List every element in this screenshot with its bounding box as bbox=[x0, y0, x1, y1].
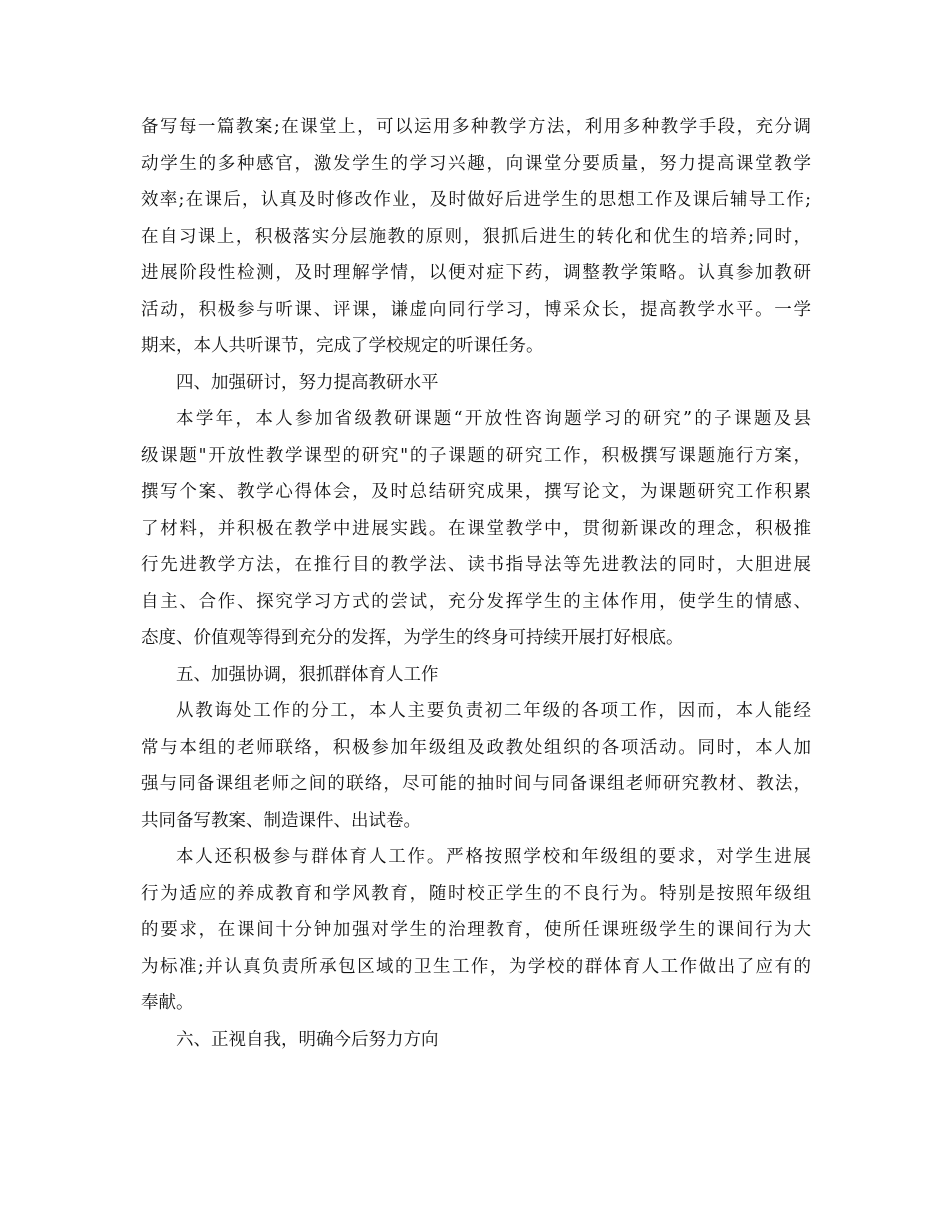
text-line: 在自习课上，积极落实分层施教的原则，狠抓后进生的转化和优生的培养;同时， bbox=[141, 226, 811, 247]
paragraph-research bbox=[141, 401, 811, 657]
paragraph-coordination bbox=[141, 693, 811, 839]
heading-text: 六、正视自我，明确今后努力方向 bbox=[176, 1029, 439, 1050]
text-line: 期来，本人共听课节，完成了学校规定的听课任务。 bbox=[141, 336, 544, 356]
text-line: 常与本组的老师联络，积极参加年级组及政教处组织的各项活动。同时，本人加 bbox=[141, 737, 811, 758]
text-line: 强与同备课组老师之间的联络，尽可能的抽时间与同备课组老师研究教材、教法， bbox=[141, 774, 811, 794]
text-line: 本人还积极参与群体育人工作。严格按照学校和年级组的要求，对学生进展 bbox=[176, 847, 811, 867]
text-line: 级课题"开放性教学课型的研究"的子课题的研究工作，积极撰写课题施行方案， bbox=[141, 445, 811, 466]
text-line: 为标准;并认真负责所承包区域的卫生工作，为学校的群体育人工作做出了应有的 bbox=[141, 956, 811, 977]
text-line: 态度、价值观等得到充分的发挥，为学生的终身可持续开展打好根底。 bbox=[141, 628, 684, 648]
text-line: 本学年，本人参加省级教研课题“开放性咨询题学习的研究”的子课题及县 bbox=[176, 409, 811, 429]
text-line: 奉献。 bbox=[141, 993, 194, 1013]
text-line: 自主、合作、探究学习方式的尝试，充分发挥学生的主体作用，使学生的情感、 bbox=[141, 591, 811, 612]
heading-text: 四、加强研讨，努力提高教研水平 bbox=[176, 372, 439, 393]
text-line: 备写每一篇教案;在课堂上，可以运用多种教学方法，利用多种教学手段，充分调 bbox=[141, 117, 811, 137]
text-line: 从教诲处工作的分工，本人主要负责初二年级的各项工作，因而，本人能经 bbox=[176, 701, 811, 721]
text-line: 效率;在课后，认真及时修改作业，及时做好后进学生的思想工作及课后辅导工作; bbox=[141, 190, 811, 210]
heading-text: 五、加强协调，狠抓群体育人工作 bbox=[176, 664, 439, 685]
section-heading-6 bbox=[141, 1022, 811, 1059]
section-heading-4 bbox=[141, 365, 811, 402]
document-page bbox=[141, 109, 811, 1058]
text-line: 行为适应的养成教育和学风教育，随时校正学生的不良行为。特别是按照年级组 bbox=[141, 883, 811, 904]
paragraph-teaching-continued bbox=[141, 109, 811, 365]
text-line: 撰写个案、教学心得体会，及时总结研究成果，撰写论文，为课题研究工作积累 bbox=[141, 482, 811, 502]
text-line: 动学生的多种感官，激发学生的学习兴趣，向课堂分要质量，努力提高课堂教学 bbox=[141, 153, 811, 174]
text-line: 了材料，并积极在教学中进展实践。在课堂教学中，贯彻新课改的理念，积极推 bbox=[141, 518, 811, 539]
text-line: 共同备写教案、制造课件、出试卷。 bbox=[141, 810, 421, 831]
text-line: 活动，积极参与听课、评课，谦虚向同行学习，博采众长，提高教学水平。一学 bbox=[141, 299, 811, 320]
paragraph-group-education bbox=[141, 839, 811, 1022]
text-line: 行先进教学方法，在推行目的教学法、读书指导法等先进教法的同时，大胆进展 bbox=[141, 555, 811, 575]
section-heading-5 bbox=[141, 657, 811, 694]
text-line: 的要求，在课间十分钟加强对学生的治理教育，使所任课班级学生的课间行为大 bbox=[141, 920, 811, 940]
text-line: 进展阶段性检测，及时理解学情，以便对症下药，调整教学策略。认真参加教研 bbox=[141, 263, 811, 283]
